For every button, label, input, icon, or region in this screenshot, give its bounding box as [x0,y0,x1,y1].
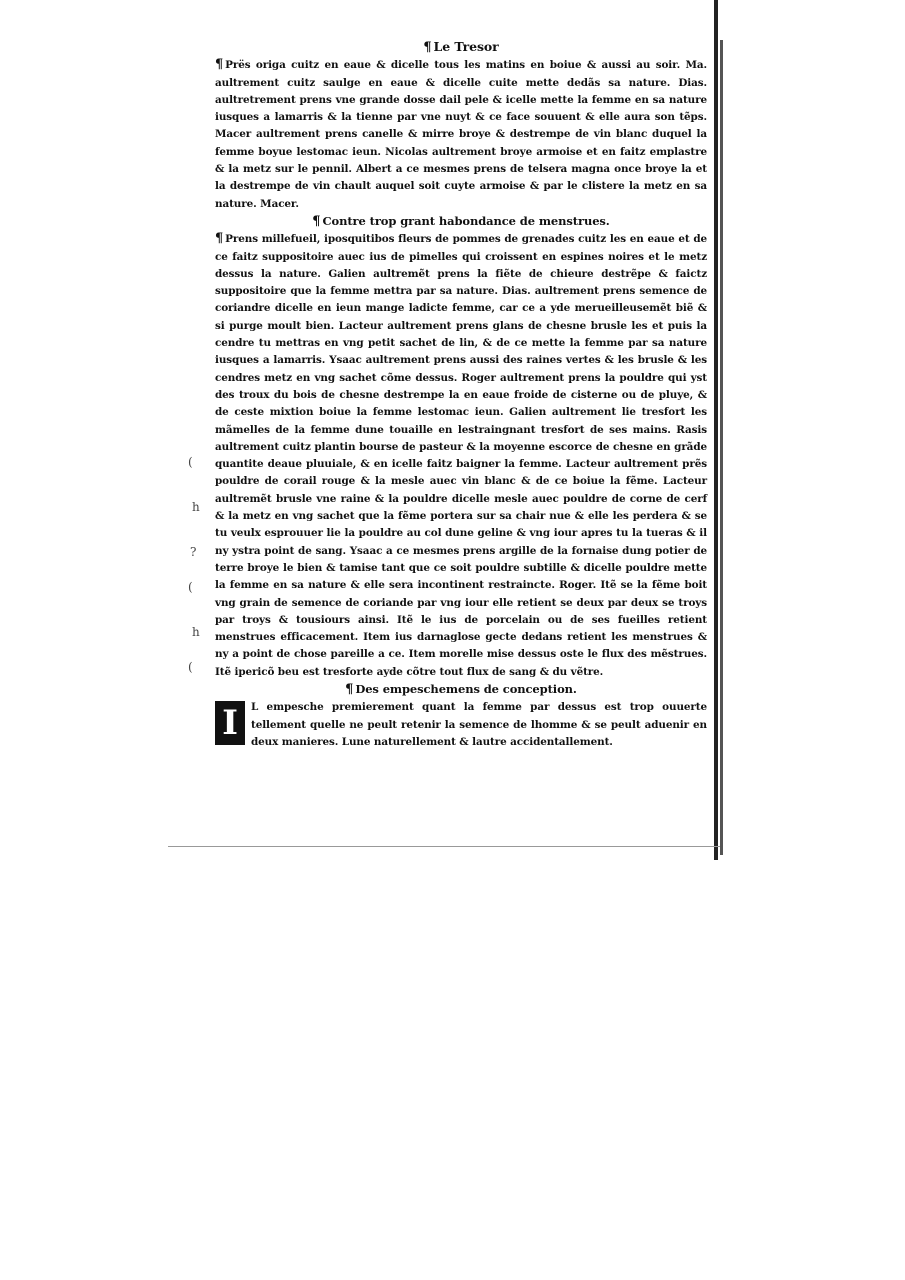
paragraph-2: ¶ Prens millefueil, iposquitibos fleurs de pommes de grenades cuitz les en eaue et de ce faitz suppositoire auec ius de pimelles qui croissent en espines noires et le metz dessus la nature. Galien aultremẽt prens la fiẽte de chieure destrẽpe & faictz suppositoire que la femme mettra par sa nature. Dias. aultrement prens semence de coriandre dicelle en ieun mange ladicte femme, car ce a yde merueilleusemẽt biẽ & si purge moult bien. Lacteur aultrement prens glans de chesne brusle les et puis la cendre tu mettras en vng petit sachet de lin, & de ce mette la femme par sa nature iusques a lamarris. Ysaac aultrement prens aussi des raines vertes & les brusle & les cendres metz en vng sachet cõme dessus. Roger aultrement prens la pouldre qui yst des troux du bois de chesne destrempe la en eaue froide de cisterne ou de pluye, & de ceste mixtion boiue la femme lestomac ieun. Galien aultrement lie tresfort les mãmelles de la femme dune touaille en lestraingnant tresfort de ses mains. Rasis aultrement cuitz plantin bourse de pasteur & la moyenne escorce de chesne en grãde quantite deaue pluuiale, & en icelle faitz baigner la femme. Lacteur aultrement prẽs pouldre de corail rouge & la mesle auec vin blanc & de ce boiue la fẽme. Lacteur aultremẽt brusle vne raine & la pouldre dicelle mesle auec pouldre de corne de cerf & la metz en vng sachet que la fẽme portera sur sa chair nue & elle les perdera & se tu veulx esprouuer lie la pouldre au col dune geline & vng iour apres tu la tueras & il ny ystra point de sang. Ysaac a ce mesmes prens argille de la fornaise dung potier de terre broye le bien & tamise tant que ce soit pouldre subtille & dicelle pouldre mette la femme en sa nature & elle sera incontinent restraincte. Roger. Itẽ se la fẽme boit vng grain de semence de coriande par vng iour elle retient se deux par deux se troys par troys & tousiours ainsi. Itẽ le ius de porcelain ou de ses fueilles retient menstrues efficacement. Item ius darnaglose gecte dedans retient les menstrues & ny a point de chose pareille a ce. Item morelle mise dessus oste le flux des mẽstrues. Itẽ ipericõ beu est tresforte ayde cõtre tout flux de sang & du vẽtre. [215,231,707,678]
margin-mark: ( [188,580,193,594]
pilcrow-icon: ¶ [215,231,224,247]
margin-mark: ? [190,545,197,559]
margin-mark: h [192,500,200,514]
running-head: ¶ Le Tresor [423,39,499,55]
paragraph-1: ¶ Prës origa cuitz en eaue & dicelle tous les matins en boiue & aussi au soir. Ma. aultrement cuitz saulge en eaue & dicelle cuite mette dedãs sa nature. Dias. aultretrement prens vne grande dosse dail pele & icelle mette la femme en sa nature iusques a lamarris & la tienne par vne nuyt & ce face souuent & elle aura son tẽps. Macer aultrement prens canelle & mirre broye & destrempe de vin blanc duquel la femme boyue lestomac ieun. Nicolas aultrement broye armoise et en faitz emplastre & la metz sur le pennil. Albert a ce mesmes prens de telsera magna once broye la et la destrempe de vin chault auquel soit cuyte armoise & par le clistere la metz en sa nature. Macer. [215,57,707,210]
pilcrow-icon: ¶ [423,40,432,55]
section-heading: ¶ Des empeschemens de conception. [345,681,577,697]
section-heading: ¶ Contre trop grant habondance de menstrues. [312,213,610,229]
pilcrow-icon: ¶ [345,681,354,697]
pilcrow-icon: ¶ [215,57,224,73]
book-page [170,30,730,850]
margin-mark: ( [188,455,193,469]
margin-annotations [180,30,210,850]
paragraph-3: I L empesche premierement quant la femme par dessus est trop ouuerte tellement quelle ne peult retenir la semence de lhomme & se peult aduenir en deux manieres. Lune naturellement & lautre accidentallement. [215,699,707,751]
pilcrow-icon: ¶ [312,213,321,229]
page-text [215,38,707,751]
margin-mark: ( [188,660,193,674]
decorated-initial: I [215,701,245,745]
margin-mark: h [192,625,200,639]
